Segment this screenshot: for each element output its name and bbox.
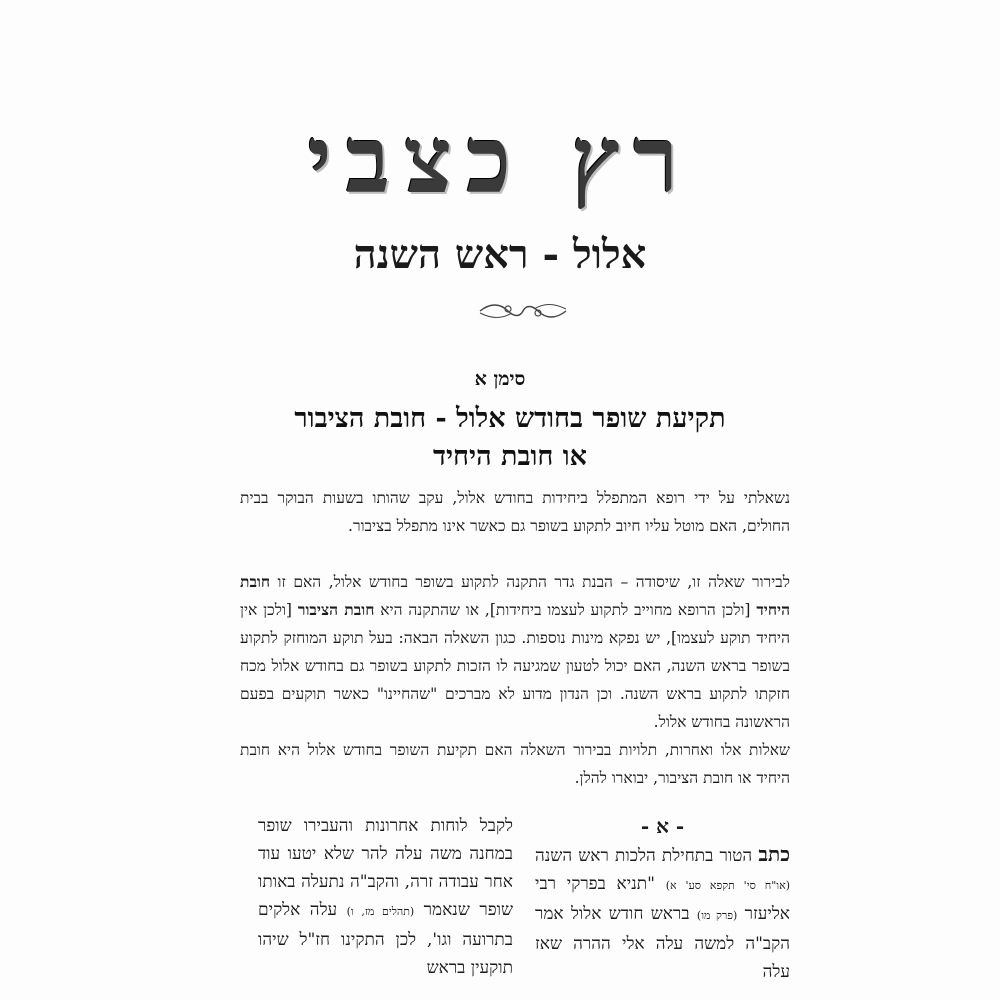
lead-word: כתב — [758, 842, 790, 866]
intro-paragraph-3: שאלות אלו ואחרות, תלויות בבירור השאלה האם תקיעת השופר בחודש אלול היא חובת היחיד או חובת הציבור, יבוארו להלן. — [240, 741, 790, 787]
intro-p2-text-c: [ולכן הרופא מחוייב לתקוע לעצמו ביחידות], או שהתקנה היא — [374, 601, 757, 619]
intro-paragraph-2 — [240, 568, 790, 736]
intro-p2-bold-d: חובת הציבור — [297, 600, 375, 619]
right-text-c: בראש חודש אלול אמר הקב"ה למשה עלה אלי ההרה שאז עלה — [535, 904, 790, 982]
siman-title-line-2: או חובת היחיד — [432, 441, 588, 472]
left-text-b: עלה אלקים בתרועה וגו', לכן התקינו חז"ל שיהו תוקעין בראש — [258, 900, 513, 978]
intro-p2-bold-a: חובת היחיד — [240, 572, 791, 619]
intro-p2-text-a: לבירור שאלה זו, שיסודה – הבנת גדר התקנה לתקוע בשופר בחודש אלול, האם זו — [270, 573, 790, 591]
intro-p2-text-e: [ולכן אין היחיד תוקע לעצמו], יש נפקא מינות נוספות. כגון השאלה הבאה: בעל תוקע המוחזק לתקוע בשופר בראש השנה, האם יכול לטעון שמגיעה לו הזכות לתקוע בשופר גם בחודש אלול מכח חזקתו לתקוע בראש השנה. וכן הנדון מדוע לא מברכים "שהחיינו" כאשר תוקעים בפעם הראשונה בחודש אלול. — [240, 601, 790, 731]
siman-label: סימן א — [474, 368, 526, 390]
siman-title-line-1: תקיעת שופר בחודש אלול - חובת הציבור — [294, 403, 726, 434]
right-text-b: "תניא בפרקי רבי אליעזר — [535, 874, 791, 924]
book-title: רץ כצבי — [307, 106, 693, 214]
left-text-a: לקבל לוחות אחרונות והעבירו שופר במחנה משה עלה להר שלא יטעו עוד אחר עבודה זרה, והקב"ה נתעלה באותו שופר שנאמר — [258, 816, 513, 920]
source-ref-1: (או"ח סי' תקפא סע' א) — [665, 879, 790, 892]
ornament-divider-icon — [478, 300, 568, 322]
source-ref-3: (תהלים מז, ו) — [346, 905, 415, 918]
section-heading: - א - — [640, 814, 685, 838]
column-left — [258, 812, 513, 982]
right-text-a: הטור בתחילת הלכות ראש השנה — [535, 846, 759, 866]
siman-title — [230, 400, 790, 476]
column-right-text — [535, 840, 790, 986]
chapter-subtitle: אלול - ראש השנה — [353, 231, 647, 278]
source-ref-2: (פרק מו) — [696, 909, 738, 922]
column-right — [535, 812, 790, 986]
intro-paragraph-1: נשאלתי על ידי רופא המתפלל ביחידות בחודש אלול, עקב שהותו בשעות הבוקר בבית החולים, האם מוטל עליו חיוב לתקוע בשופר גם כאשר אינו מתפלל בציבור. — [240, 489, 790, 535]
